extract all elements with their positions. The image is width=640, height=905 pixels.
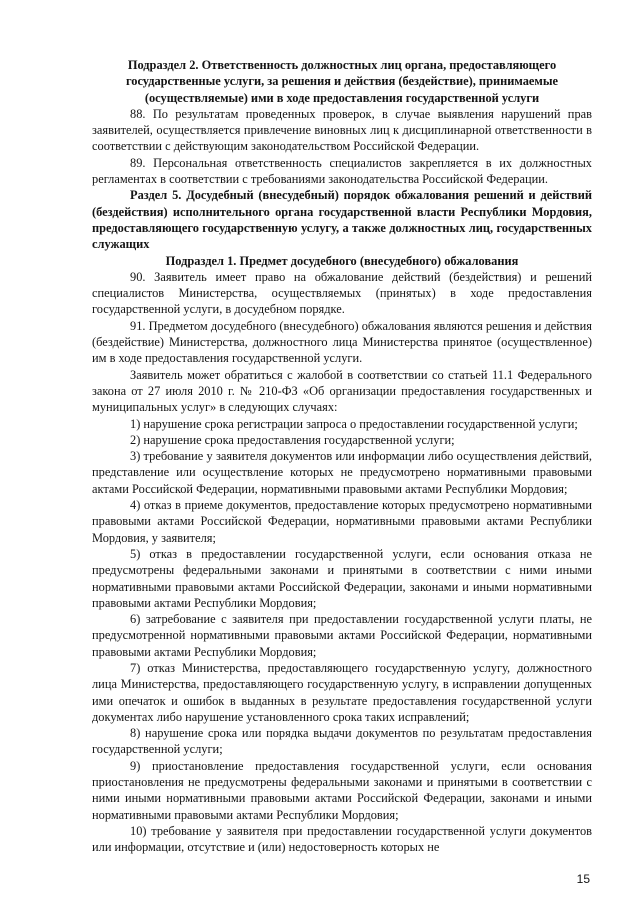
paragraph-91: 91. Предметом досудебного (внесудебного) обжалования являются решения и действия (бездействие) Министерства, должностного лица Министерства принятое (осуществленное) им в ходе предоставления государственной услуги. [92, 318, 592, 366]
list-item-2: 2) нарушение срока предоставления государственной услуги; [130, 432, 455, 447]
list-item-5: 5) отказ в предоставлении государственной услуги, если основания отказа не предусмотрены федеральными законами и принятыми в соответствии с ними иными нормативными правовыми актами Российской Федерации, законами и иными нормативными правовыми актами Республики Мордовия; [92, 546, 592, 610]
paragraph-88: 88. По результатам проведенных проверок, в случае выявления нарушений прав заявителей, осуществляется привлечение виновных лиц к дисциплинарной ответственности в соответствии с действующим законодательством Российской Федерации. [92, 106, 592, 154]
list-item-3: 3) требование у заявителя документов или информации либо осуществления действий, представление или осуществление которых не предусмотрено нормативными правовыми актами Российской Федерации, нормативными правовыми актами Республики Мордовия; [92, 449, 592, 496]
paragraph-90: 90. Заявитель имеет право на обжалование действий (бездействия) и решений специалистов Министерства, осуществляемых (принятых) в ходе предоставления государственной услуги, в досудебном порядке. [92, 269, 592, 317]
paragraph-89: 89. Персональная ответственность специалистов закрепляется в их должностных регламентах в соответствии с требованиями законодательства Российской Федерации. [92, 155, 592, 187]
list-item-1: 1) нарушение срока регистрации запроса о предоставлении государственной услуги; [130, 416, 578, 431]
complaint-intro-paragraph: Заявитель может обратиться с жалобой в соответствии со статьей 11.1 Федерального закона от 27 июля 2010 г. № 210-ФЗ «Об организации предоставления государственных и муниципальных услуг» в следующих случаях: [92, 367, 592, 415]
section-5-heading: Раздел 5. Досудебный (внесудебный) порядок обжалования решений и действий (бездействия) исполнительного органа государственной власти Республики Мордовия, предоставляющего государственную услугу, а также должностных лиц, государственных служащих [92, 188, 592, 252]
subsection-1-heading: Подраздел 1. Предмет досудебного (внесудебного) обжалования [165, 253, 519, 268]
list-item-7: 7) отказ Министерства, предоставляющего государственную услугу, должностного лица Министерства, предоставляющего государственную услугу, в исправлении допущенных ими опечаток и ошибок в выданных в результате предоставления государственной услуги документах либо нарушение установленного срока таких исправлений; [92, 660, 592, 724]
page-number: 15 [576, 872, 590, 886]
list-item-8: 8) нарушение срока или порядка выдачи документов по результатам предоставления государственной услуги; [92, 726, 592, 757]
subsection-2-heading: Подраздел 2. Ответственность должностных лиц органа, предоставляющего государственные услуги, за решения и действия (бездействие), принимаемые (осуществляемые) ими в ходе предоставления государственной услуги [125, 58, 559, 105]
list-item-4: 4) отказ в приеме документов, предоставление которых предусмотрено нормативными правовыми актами Российской Федерации, нормативными правовыми актами Республики Мордовия, у заявителя; [92, 498, 592, 545]
list-item-9: 9) приостановление предоставления государственной услуги, если основания приостановления не предусмотрены федеральными законами и принятыми в соответствии с ними иными нормативными правовыми актами Российской Федерации, законами и иными нормативными правовыми актами Республики Мордовия; [92, 758, 592, 822]
list-item-10: 10) требование у заявителя при предоставлении государственной услуги документов или информации, отсутствие и (или) недостоверность которых не [92, 823, 592, 855]
document-body [92, 57, 592, 856]
list-item-6: 6) затребование с заявителя при предоставлении государственной услуги платы, не предусмотренной нормативными правовыми актами Российской Федерации, нормативными правовыми актами Республики Мордовия; [92, 612, 592, 659]
